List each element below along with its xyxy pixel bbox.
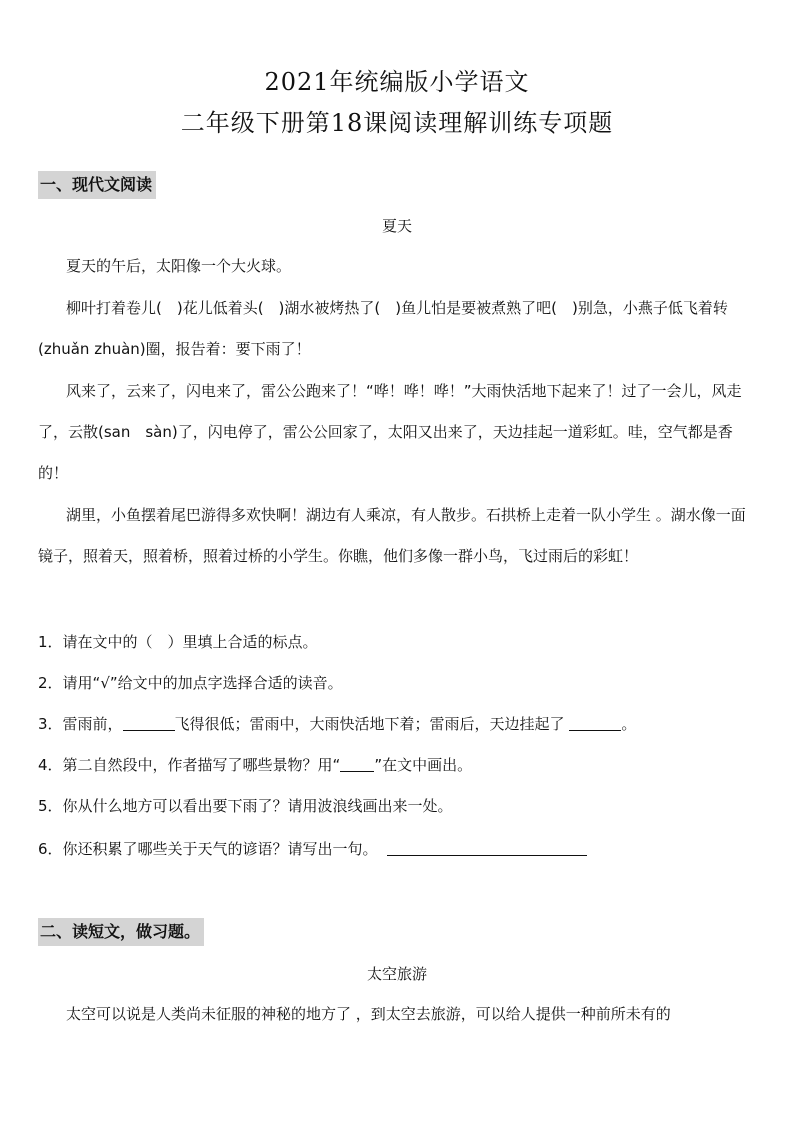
answer-blank[interactable]: [123, 715, 175, 731]
paragraph-space-1: 太空可以说是人类尚未征服的神秘的地方了 ，到太空去旅游，可以给人提供一种前所未有的: [66, 1005, 671, 1023]
paragraph-4: 湖里，小鱼摆着尾巴游得多欢快啊！湖边有人乘凉，有人散步。石拱桥上走着一队小学生 。湖水像一面镜子，照着天，照着桥，照着过桥的小学生。你瞧，他们多像一群小鸟，飞过雨后的彩虹！: [38, 506, 746, 565]
section-heading-modern-reading: 一、现代文阅读: [38, 171, 156, 199]
section-heading-short-reading: 二、读短文，做习题。: [38, 918, 204, 946]
question-3: [38, 714, 756, 734]
answer-blank[interactable]: [569, 715, 621, 731]
question-6-text: 6．你还积累了哪些关于天气的谚语？请写出一句。: [38, 840, 378, 858]
answer-blank[interactable]: [387, 840, 587, 856]
question-3-part-a: 3．雷雨前，: [38, 715, 123, 733]
underline-sample: [340, 756, 374, 772]
question-2: 2．请用“√”给文中的加点字选择合适的读音。: [38, 674, 343, 692]
question-3-part-b: 飞得很低；雷雨中，大雨快活地下着；雷雨后，天边挂起了: [174, 715, 565, 733]
document-title-line2: 二年级下册第18课阅读理解训练专项题: [180, 109, 614, 137]
question-3-part-c: 。: [621, 715, 637, 733]
paragraph-2: 柳叶打着卷儿( )花儿低着头( )湖水被烤热了( )鱼儿怕是要被煮熟了吧( )别急，小燕子低飞着转(zhuǎn zhuàn)圈，报告着：要下雨了！: [38, 299, 728, 358]
passage-title-summer: 夏天: [381, 217, 412, 235]
question-1: 1．请在文中的（ ）里填上合适的标点。: [38, 633, 318, 651]
document-title-line1: 2021年统编版小学语文: [264, 68, 530, 96]
question-4-part-a: 4．第二自然段中，作者描写了哪些景物？用“: [38, 756, 341, 774]
question-4-part-b: ”在文中画出。: [374, 756, 473, 774]
passage-title-space-travel: 太空旅游: [366, 965, 427, 983]
paragraph-3: 风来了，云来了，闪电来了，雷公公跑来了！“哗！哗！哗！”大雨快活地下起来了！过了一会儿，风走了，云散(san sàn)了，闪电停了，雷公公回家了，太阳又出来了，天边挂起一道彩虹。哇，空气都是香的！: [38, 382, 742, 482]
paragraph-1: 夏天的午后，太阳像一个大火球。: [66, 257, 292, 275]
question-4: [38, 755, 756, 775]
question-5: 5．你从什么地方可以看出要下雨了？请用波浪线画出来一处。: [38, 797, 453, 815]
question-6: [38, 839, 756, 859]
